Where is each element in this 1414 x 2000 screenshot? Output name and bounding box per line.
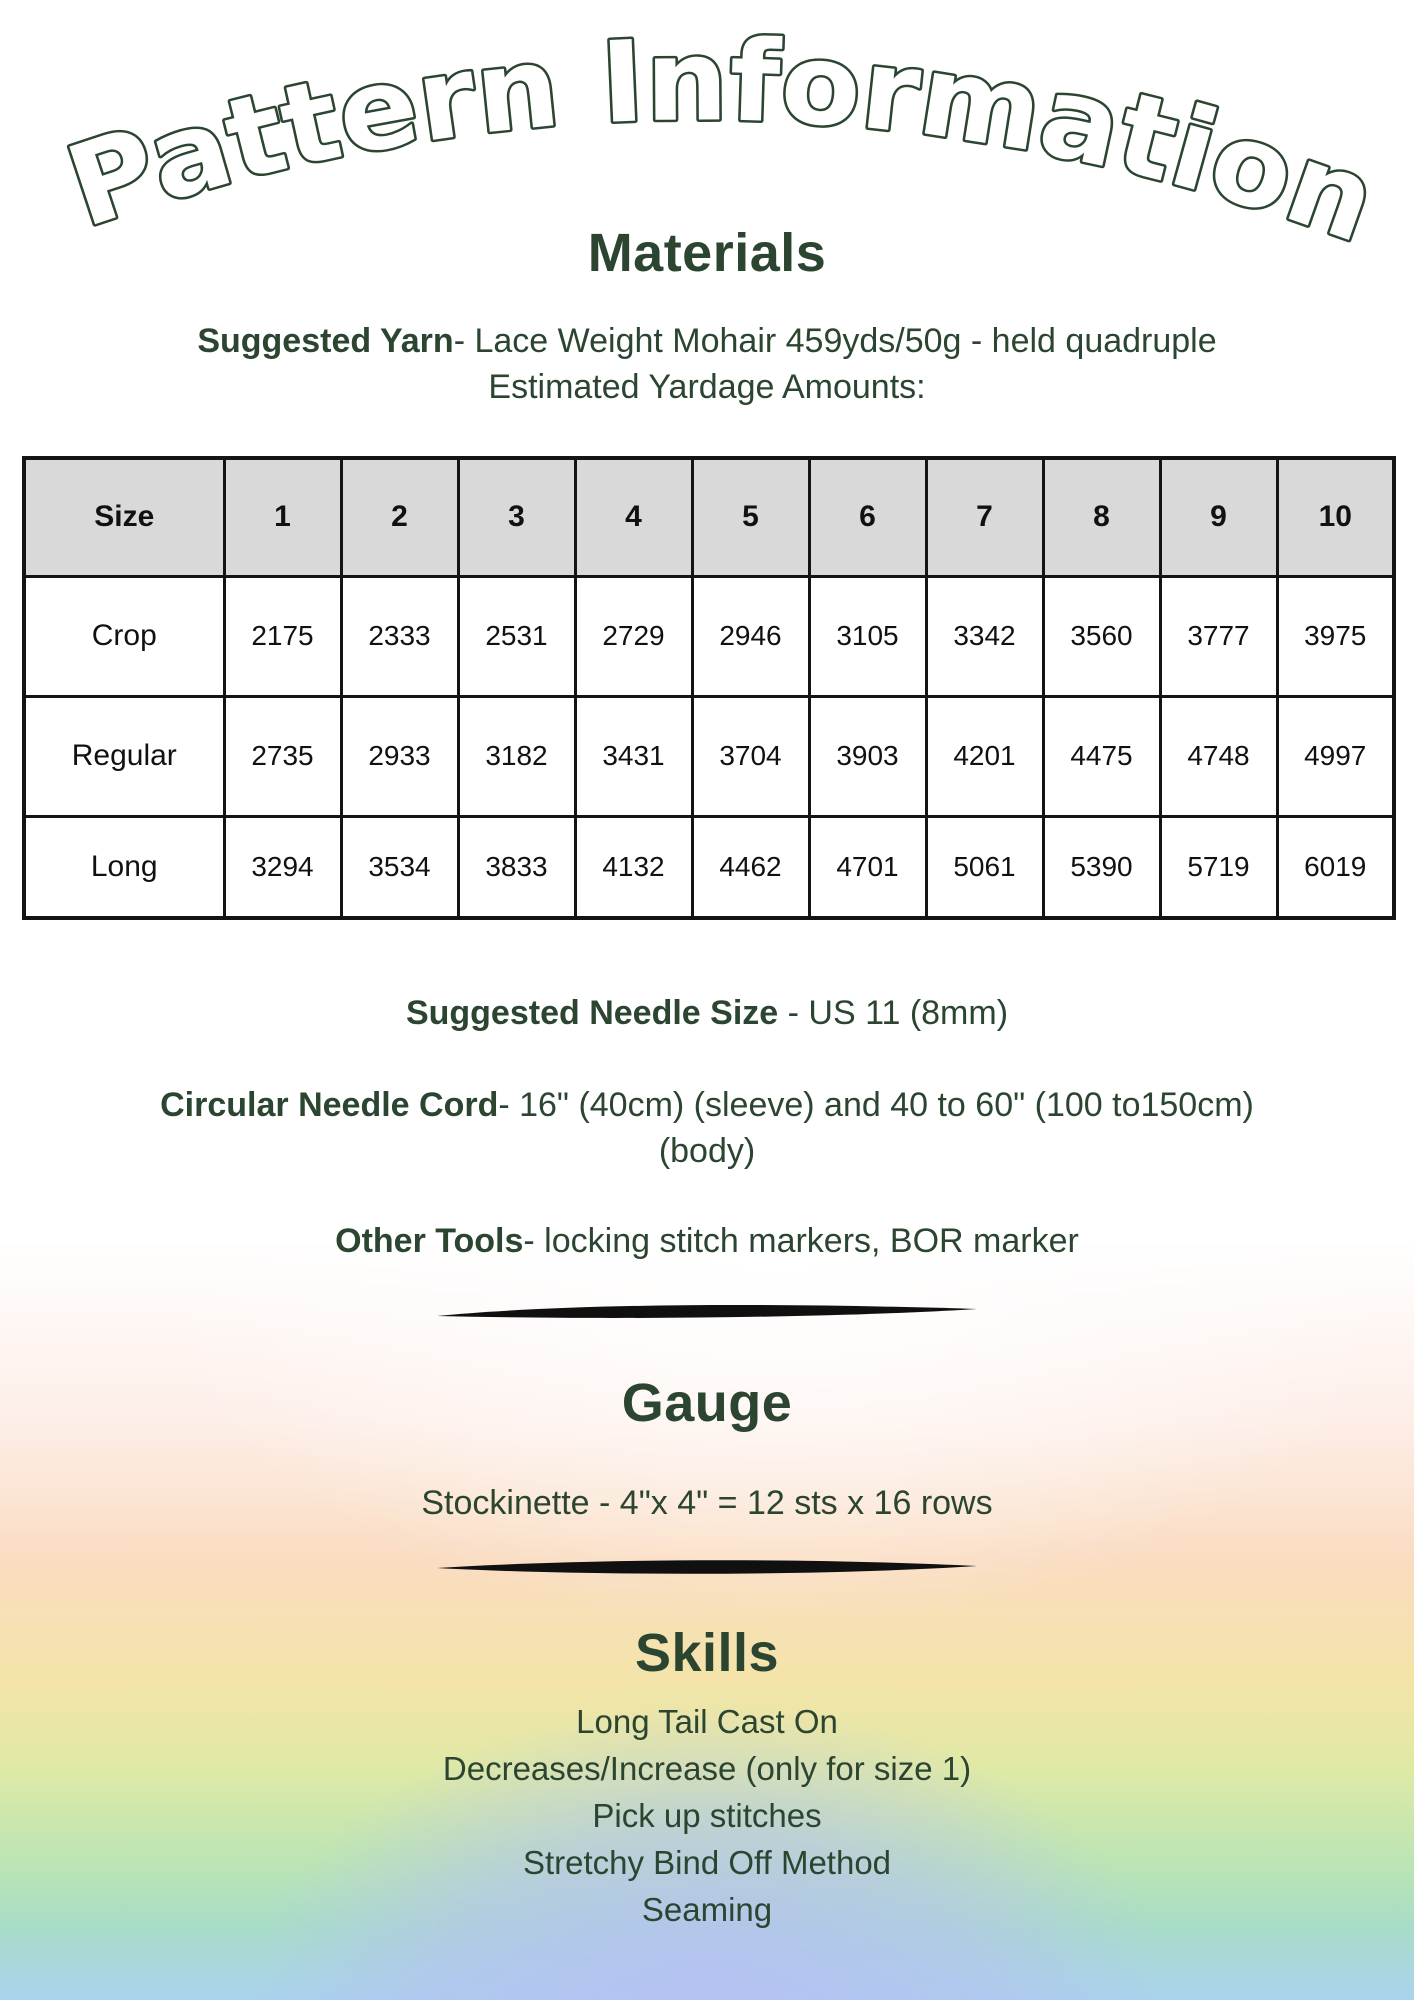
yardage-table: [22, 456, 1396, 920]
size-column-header: 3: [458, 458, 575, 576]
size-column-header: 7: [926, 458, 1043, 576]
yardage-cell: 3534: [341, 816, 458, 918]
divider-line: [433, 1556, 981, 1582]
yardage-cell: 4748: [1160, 696, 1277, 816]
row-label: Regular: [24, 696, 224, 816]
gauge-heading: Gauge: [621, 1373, 793, 1433]
yardage-cell: 2729: [575, 576, 692, 696]
yardage-cell: 3431: [575, 696, 692, 816]
yardage-cell: 3294: [224, 816, 341, 918]
yardage-cell: 4701: [809, 816, 926, 918]
cord-line2: (body): [658, 1132, 756, 1170]
table-row: [24, 696, 1394, 816]
tools-text: - locking stitch markers, BOR marker: [523, 1222, 1079, 1260]
cord-text: - 16" (40cm) (sleeve) and 40 to 60" (100 to150cm): [498, 1086, 1254, 1124]
yardage-cell: 2735: [224, 696, 341, 816]
divider-line: [433, 1300, 981, 1326]
divider-1-wrap: [0, 1300, 1414, 1326]
table-header-row: [24, 458, 1394, 576]
cord-label: Circular Needle Cord: [160, 1086, 499, 1124]
yardage-cell: 3704: [692, 696, 809, 816]
yardage-cell: 6019: [1277, 816, 1394, 918]
size-column-header: 8: [1043, 458, 1160, 576]
gauge-note: Stockinette - 4"x 4" = 12 sts x 16 rows: [421, 1484, 993, 1522]
cord-line: [0, 1082, 1414, 1128]
yarn-text: - Lace Weight Mohair 459yds/50g - held quadruple: [453, 322, 1217, 360]
tools-label: Other Tools: [335, 1222, 524, 1260]
yardage-cell: 3903: [809, 696, 926, 816]
size-column-header: 10: [1277, 458, 1394, 576]
yardage-cell: 4997: [1277, 696, 1394, 816]
yardage-cell: 3560: [1043, 576, 1160, 696]
row-label: Crop: [24, 576, 224, 696]
size-header-cell: Size: [24, 458, 224, 576]
yardage-cell: 5390: [1043, 816, 1160, 918]
skill-item: Pick up stitches: [592, 1797, 822, 1834]
needle-text: - US 11 (8mm): [778, 994, 1009, 1032]
yardage-cell: 2333: [341, 576, 458, 696]
yardage-cell: 3105: [809, 576, 926, 696]
yardage-cell: 4201: [926, 696, 1043, 816]
yardage-cell: 2946: [692, 576, 809, 696]
yarn-label: Suggested Yarn: [197, 322, 454, 360]
divider-2-wrap: [0, 1556, 1414, 1582]
yardage-cell: 3182: [458, 696, 575, 816]
yardage-cell: 3833: [458, 816, 575, 918]
size-column-header: 9: [1160, 458, 1277, 576]
yardage-cell: 5719: [1160, 816, 1277, 918]
skills-heading: Skills: [634, 1623, 780, 1683]
yardage-cell: 5061: [926, 816, 1043, 918]
yardage-cell: 4132: [575, 816, 692, 918]
yardage-cell: 2531: [458, 576, 575, 696]
tools-note: [0, 1218, 1414, 1264]
skill-item: Stretchy Bind Off Method: [522, 1844, 892, 1881]
yardage-cell: 4475: [1043, 696, 1160, 816]
size-column-header: 2: [341, 458, 458, 576]
size-column-header: 1: [224, 458, 341, 576]
skills-list: [0, 1698, 1414, 1933]
yardage-cell: 2175: [224, 576, 341, 696]
table-row: [24, 816, 1394, 918]
skill-item: Long Tail Cast On: [576, 1703, 838, 1740]
needle-label: Suggested Needle Size: [405, 994, 779, 1032]
yardage-cell: 2933: [341, 696, 458, 816]
needle-note: [0, 990, 1414, 1036]
size-column-header: 4: [575, 458, 692, 576]
size-column-header: 6: [809, 458, 926, 576]
yardage-table-wrap: [22, 456, 1396, 920]
size-column-header: 5: [692, 458, 809, 576]
skill-item: Decreases/Increase (only for size 1): [442, 1750, 972, 1787]
yardage-cell: 4462: [692, 816, 809, 918]
yarn-line: [0, 318, 1414, 364]
skill-item: Seaming: [641, 1891, 773, 1928]
yardage-cell: 3342: [926, 576, 1043, 696]
materials-heading: Materials: [587, 223, 827, 283]
cord-note: [0, 1082, 1414, 1174]
row-label: Long: [24, 816, 224, 918]
yardage-cell: 3975: [1277, 576, 1394, 696]
page-title: Pattern Information: [52, 18, 1390, 268]
yarn-note: [0, 318, 1414, 410]
yardage-cell: 3777: [1160, 576, 1277, 696]
yarn-subtitle: Estimated Yardage Amounts:: [488, 368, 926, 406]
table-row: [24, 576, 1394, 696]
